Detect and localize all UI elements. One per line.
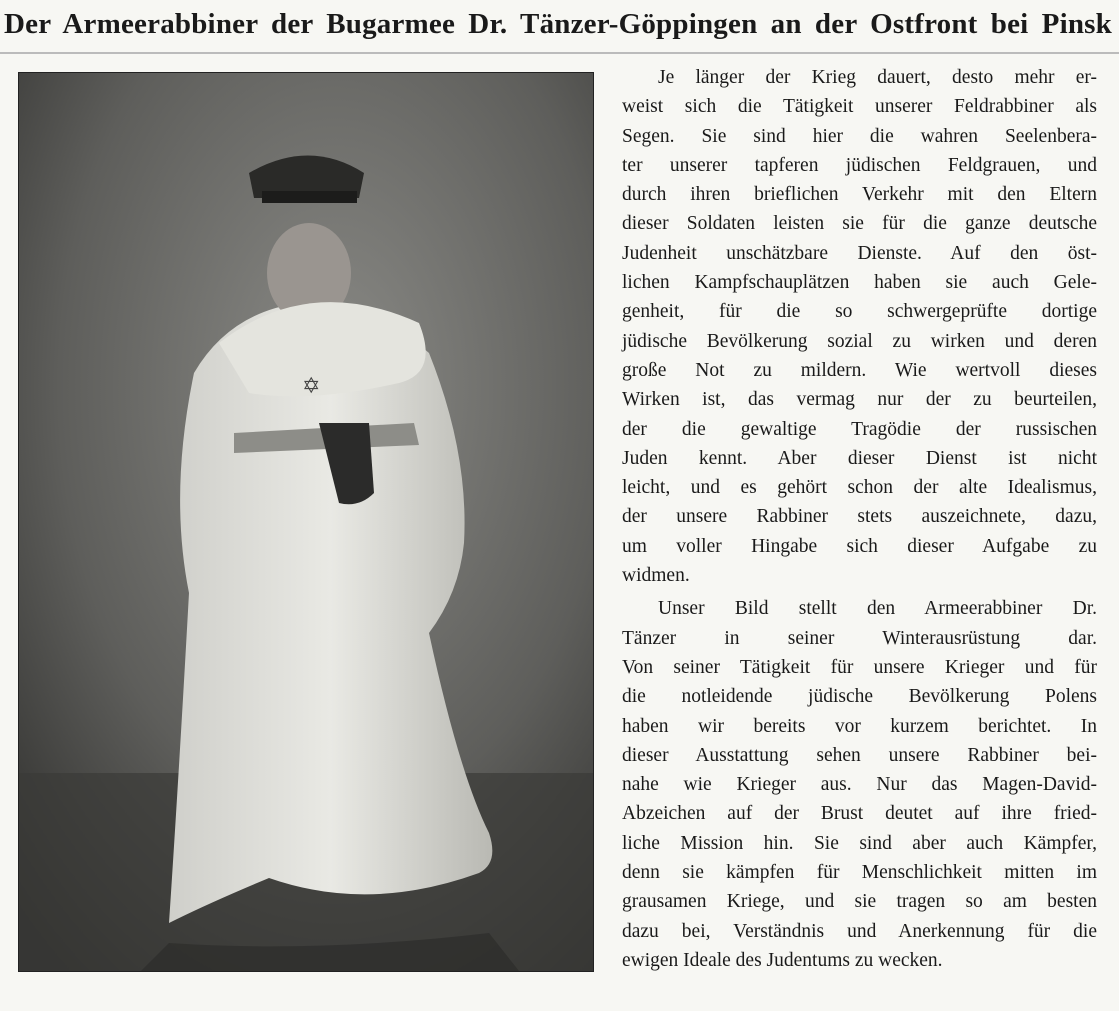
article-line: Segen. Sie sind hier die wahren Seelenbera- bbox=[622, 125, 1097, 147]
article-line: genheit, für die so schwergeprüfte dortige bbox=[622, 301, 1097, 323]
article-line: um voller Hingabe sich dieser Aufgabe zu bbox=[622, 535, 1097, 557]
article-line: dieser Soldaten leisten sie für die ganze deutsche bbox=[622, 213, 1097, 235]
article-line: dazu bei, Verständnis und Anerkennung für die bbox=[622, 920, 1097, 942]
article-line: Unser Bild stellt den Armeerabbiner Dr. bbox=[658, 598, 1097, 620]
article-line: lichen Kampfschauplätzen haben sie auch Gele- bbox=[622, 272, 1097, 294]
article-line: Abzeichen auf der Brust deutet auf ihre fried- bbox=[622, 803, 1097, 825]
article-line: jüdische Bevölkerung sozial zu wirken und deren bbox=[622, 330, 1097, 352]
article-line: weist sich die Tätigkeit unserer Feldrabbiner als bbox=[622, 96, 1097, 118]
article-line: denn sie kämpfen für Menschlichkeit mitten im bbox=[622, 862, 1097, 884]
article-line: der die gewaltige Tragödie der russischen bbox=[622, 418, 1097, 440]
headline: Der Armeerabbiner der Bugarmee Dr. Tänzer-Göppingen an der Ostfront bei Pinsk bbox=[4, 8, 1112, 40]
portrait-photo bbox=[18, 72, 594, 972]
article-line: ter unserer tapferen jüdischen Feldgrauen, und bbox=[622, 154, 1097, 176]
article-line: der unsere Rabbiner stets auszeichnete, dazu, bbox=[622, 506, 1097, 528]
svg-text:✡: ✡ bbox=[302, 374, 321, 399]
header-rule bbox=[0, 52, 1119, 54]
article-line: die notleidende jüdische Bevölkerung Polens bbox=[622, 686, 1097, 708]
article-line: durch ihren brieflichen Verkehr mit den Eltern bbox=[622, 184, 1097, 206]
article-line: Je länger der Krieg dauert, desto mehr er- bbox=[658, 67, 1097, 88]
article-line: nahe wie Krieger aus. Nur das Magen-David- bbox=[622, 774, 1097, 796]
rabbi-figure-image bbox=[19, 73, 593, 971]
article-line: Wirken ist, das vermag nur der zu beurteilen, bbox=[622, 389, 1097, 411]
article-line: Von seiner Tätigkeit für unsere Krieger und für bbox=[622, 656, 1097, 678]
article-line: haben wir bereits vor kurzem berichtet. In bbox=[622, 715, 1097, 737]
article-line: große Not zu mildern. Wie wertvoll dieses bbox=[622, 359, 1097, 381]
article-line: ewigen Ideale des Judentums zu wecken. bbox=[622, 949, 943, 971]
article-line: widmen. bbox=[622, 565, 690, 587]
article-text bbox=[622, 63, 1097, 975]
article-line: Tänzer in seiner Winterausrüstung dar. bbox=[622, 627, 1097, 649]
article-line: liche Mission hin. Sie sind aber auch Kämpfer, bbox=[622, 832, 1097, 854]
article-line: grausamen Kriege, und sie tragen so am besten bbox=[622, 891, 1097, 913]
article-line: dieser Ausstattung sehen unsere Rabbiner bei- bbox=[622, 744, 1097, 766]
article-line: Judenheit unschätzbare Dienste. Auf den öst- bbox=[622, 242, 1097, 264]
article-line: leicht, und es gehört schon der alte Idealismus, bbox=[622, 477, 1097, 499]
article-line: Juden kennt. Aber dieser Dienst ist nicht bbox=[622, 447, 1097, 469]
